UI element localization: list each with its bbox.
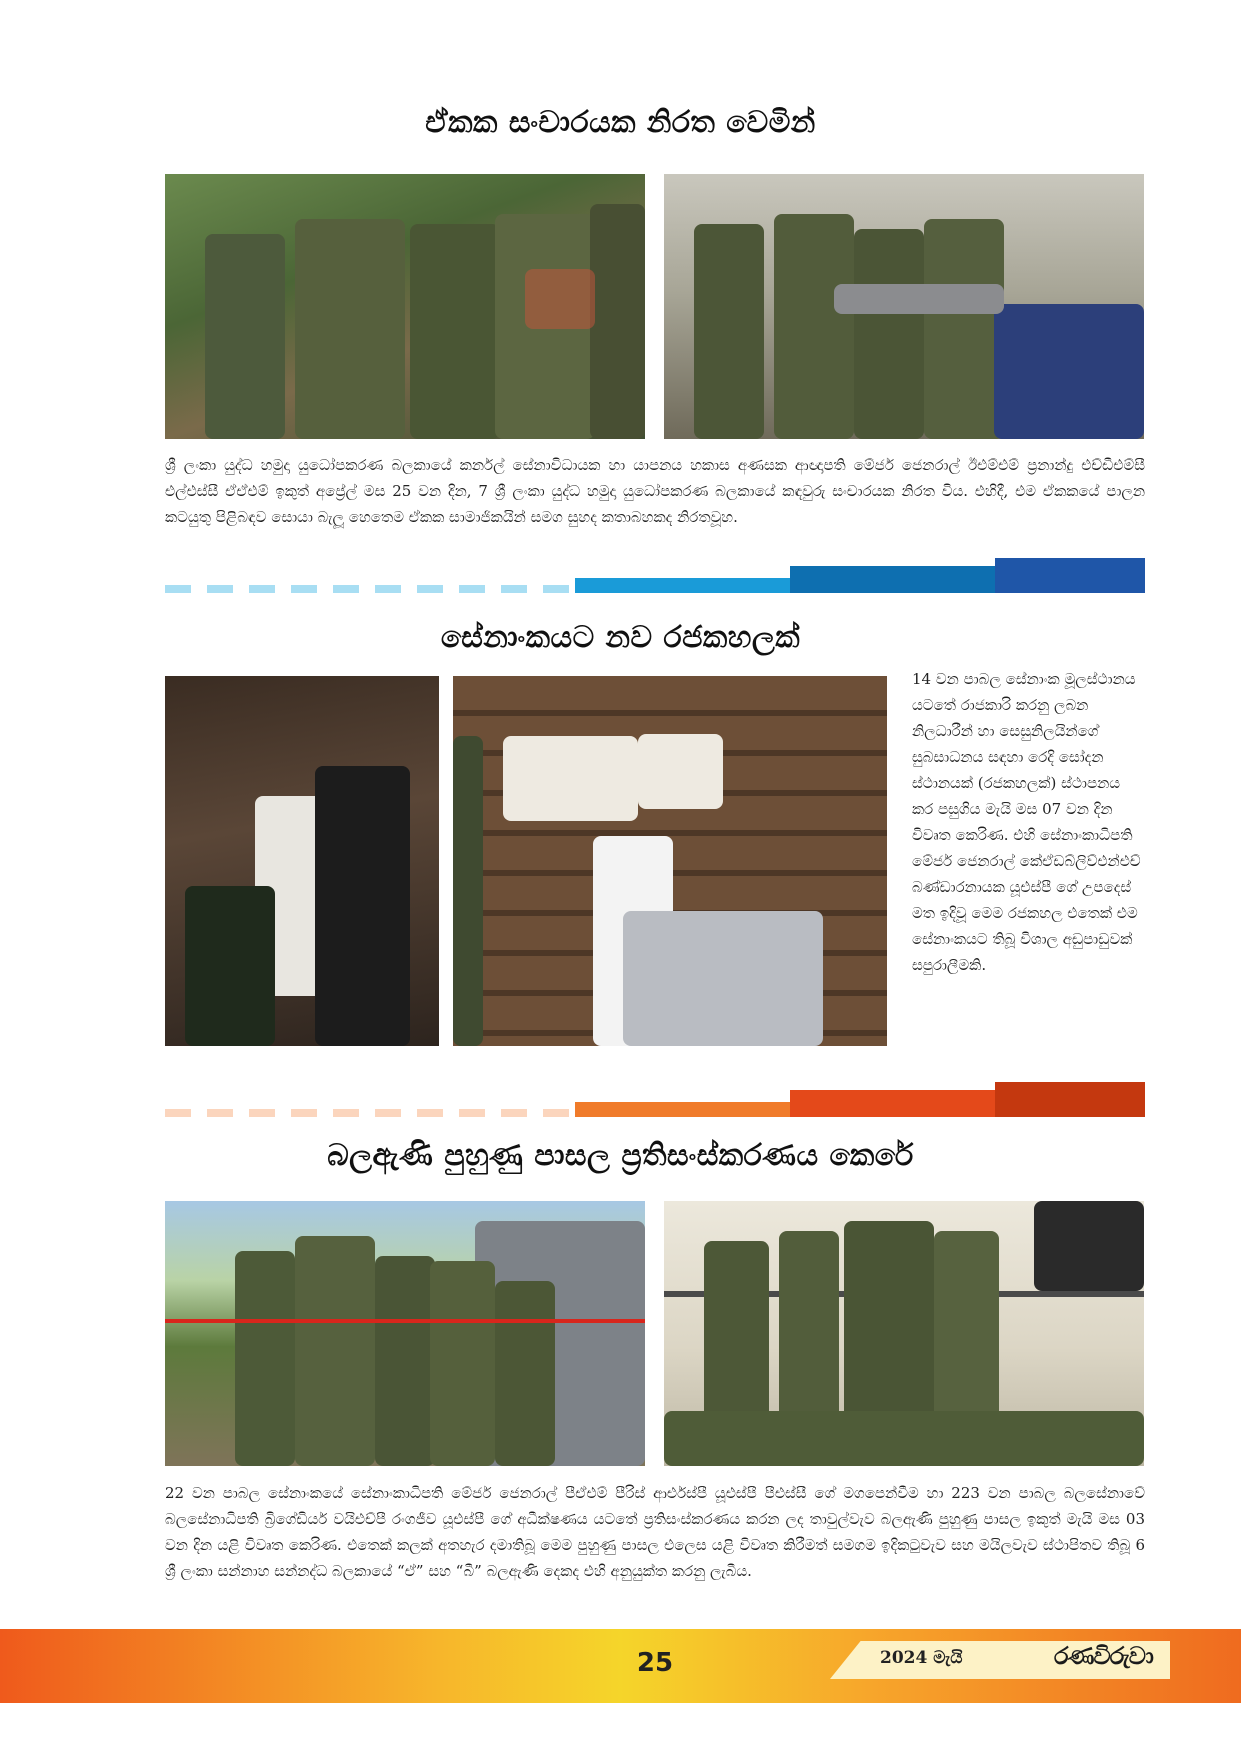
section-3-title: බලඇණි පුහුණු පාසල ප්‍රතිසංස්කරණය කෙරේ — [327, 1138, 914, 1173]
magazine-logo: රණවිරුවා — [1054, 1642, 1153, 1670]
page-number: 25 — [636, 1648, 674, 1678]
photo-equipment — [664, 174, 1144, 439]
section-3-body: 22 වන පාබල සේනාංකයේ සේනාංකාධිපති මේජර් ජෙනරාල් පීඒඑම් පීරිස් ආර්එස්පී යූඑස්පී පීඑස්සී ගේ මගපෙන්වීම හා 223 වන පාබල බලසේනාවේ බලසේනාධිපති බ්‍රිගේඩියර් වයිඑච්පී රංගජීව යූඑස්පී ගේ අධීක්ෂණය යටතේ ප්‍රතිසංස්කරණය කරන ලද තාවුල්වැව බලඇණි පුහුණු පාසල ඉකුත් මැයි මස 03 වන දින යළි විවෘත කෙරිණ. එතෙක් කලක් අතහැර දමාතිබූ මෙම පුහුණු පාසල එලෙස යළි විවෘත කිරීමත් සමගම ඉදිකටුවැව සහ මයිලවැව ස්ථාපිතව තිබූ 6 ශ්‍රී ලංකා සන්නාහ සන්නද්ධ බලකායේ “ඒ” සහ “බී” බලඇණි දෙකද එහි අනුයුක්ත කරනු ලැබීය. — [165, 1484, 1145, 1580]
section-2-body: 14 වන පාබල සේනාංක මූලස්ථානය යටතේ රාජකාරි කරනු ලබන නිලධාරීන් හා සෙසුනිලයින්ගේ සුබසාධනය සඳහා රෙදි සෝදන ස්ථානයක් (රජකහලක්) ස්ථාපනය කර පසුගිය මැයි මස 07 වන දින විවෘත කෙරිණ. එහි සේනාංකාධිපති මේජර් ජෙනරාල් කේඒඩබ්ලිව්එන්එච් බණ්ඩාරනායක යූඑස්පී ගේ උපදෙස් මත ඉදිවූ මෙම රජකහල එතෙක් එම සේනාංකයට තිබූ විශාල අඩුපාඩුවක් සපුරාලීමකි. — [912, 670, 1141, 974]
photo-handshake — [165, 174, 645, 439]
section-divider-orange — [165, 1082, 1145, 1118]
photo-ribbon-ceremony — [165, 1201, 645, 1466]
photo-ribbon-cutting — [165, 676, 439, 1046]
photo-dormitory — [664, 1201, 1144, 1466]
issue-date: 2024 මැයි — [880, 1648, 963, 1668]
section-2-title: සේනාංකයට නව රජකහලක් — [440, 620, 801, 655]
photo-washing-machine — [453, 676, 887, 1046]
section-1-title: ඒකක සංචාරයක නිරත වෙමින් — [425, 105, 816, 140]
section-divider-blue — [165, 558, 1145, 594]
section-1-body: ශ්‍රී ලංකා යුද්ධ හමුදා යුධෝපකරණ බලකායේ කර්නල් සේනාවිධායක හා යාපනය හකාස අණසක ආඥාපති මේජර් ජෙනරාල් ඊඑම්එම් ප්‍රනාන්දු එච්ඩීඑම්සී එල්එස්සී ඒඒඑම් ඉකුත් අප්‍රේල් මස 25 වන දින, 7 ශ්‍රී ලංකා යුද්ධ හමුදා යුධෝපකරණ බලකායේ කඳවුරු සංචාරයක නිරත විය. එහිදී, එම ඒකකයේ පාලන කටයුතු පිළිබඳව සොයා බැලූ හෙතෙම ඒකක සාමාජිකයින් සමග සුහද කතාබහකද නිරතවූහ. — [165, 456, 1145, 526]
